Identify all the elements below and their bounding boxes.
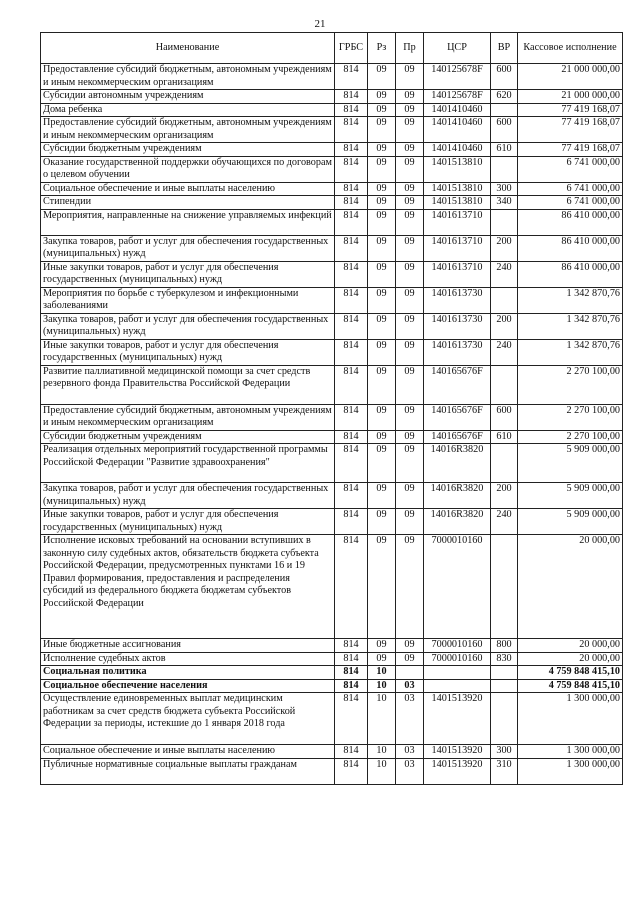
cell-grbs: 814	[335, 693, 368, 745]
cell-amount: 20 000,00	[518, 639, 623, 653]
cell-csr: 1401613710	[424, 235, 491, 261]
cell-amount: 77 419 168,07	[518, 143, 623, 157]
cell-name: Мероприятия по борьбе с туберкулезом и инфекционными заболеваниями	[41, 287, 335, 313]
cell-csr: 140165676F	[424, 430, 491, 444]
cell-vr	[491, 103, 518, 117]
cell-csr: 1401513920	[424, 758, 491, 784]
cell-name: Реализация отдельных мероприятий государственной программы Российской Федерации "Развитие здравоохранения"	[41, 444, 335, 483]
cell-vr: 240	[491, 261, 518, 287]
cell-name: Мероприятия, направленные на снижение управляемых инфекций	[41, 209, 335, 235]
cell-pr: 03	[396, 745, 424, 759]
cell-amount: 4 759 848 415,10	[518, 666, 623, 680]
cell-rz: 09	[368, 639, 396, 653]
cell-csr: 1401513920	[424, 745, 491, 759]
table-row	[41, 313, 623, 339]
cell-name: Стипендии	[41, 196, 335, 210]
cell-pr: 09	[396, 444, 424, 483]
cell-amount: 1 300 000,00	[518, 693, 623, 745]
cell-grbs: 814	[335, 745, 368, 759]
cell-csr: 1401513810	[424, 156, 491, 182]
cell-rz: 10	[368, 693, 396, 745]
cell-pr: 09	[396, 535, 424, 639]
cell-amount: 6 741 000,00	[518, 196, 623, 210]
cell-grbs: 814	[335, 652, 368, 666]
cell-vr: 300	[491, 182, 518, 196]
header-grbs: ГРБС	[335, 33, 368, 64]
cell-name: Исполнение исковых требований на основании вступивших в законную силу судебных актов, обязательств бюджета субъекта Российской Федерации, предусмотренных пунктами 16 и 19 Правил формирования, предоставления и распределения субсидий из федерального бюджета бюджетам субъектов Российской Федерации	[41, 535, 335, 639]
cell-name: Социальное обеспечение и иные выплаты населению	[41, 745, 335, 759]
cell-name: Развитие паллиативной медицинской помощи за счет средств резервного фонда Правительства Российской Федерации	[41, 365, 335, 404]
table-row	[41, 693, 623, 745]
header-name: Наименование	[41, 33, 335, 64]
table-row	[41, 103, 623, 117]
cell-amount: 1 342 870,76	[518, 313, 623, 339]
cell-csr	[424, 666, 491, 680]
cell-pr: 09	[396, 196, 424, 210]
cell-vr: 620	[491, 90, 518, 104]
cell-rz: 10	[368, 745, 396, 759]
cell-grbs: 814	[335, 430, 368, 444]
cell-name: Предоставление субсидий бюджетным, автономным учреждениям и иным некоммерческим организациям	[41, 64, 335, 90]
table-row	[41, 143, 623, 157]
cell-name: Дома ребенка	[41, 103, 335, 117]
cell-csr: 14016R3820	[424, 444, 491, 483]
cell-amount: 6 741 000,00	[518, 156, 623, 182]
cell-vr	[491, 666, 518, 680]
cell-grbs: 814	[335, 64, 368, 90]
cell-name: Предоставление субсидий бюджетным, автономным учреждениям и иным некоммерческим организациям	[41, 117, 335, 143]
cell-csr	[424, 679, 491, 693]
cell-grbs: 814	[335, 535, 368, 639]
cell-pr: 09	[396, 103, 424, 117]
cell-amount: 86 410 000,00	[518, 209, 623, 235]
header-amount: Кассовое исполнение	[518, 33, 623, 64]
cell-csr: 14016R3820	[424, 483, 491, 509]
cell-csr: 1401410460	[424, 117, 491, 143]
cell-rz: 09	[368, 339, 396, 365]
cell-csr: 1401410460	[424, 103, 491, 117]
cell-grbs: 814	[335, 156, 368, 182]
cell-rz: 09	[368, 444, 396, 483]
cell-grbs: 814	[335, 143, 368, 157]
cell-amount: 6 741 000,00	[518, 182, 623, 196]
cell-grbs: 814	[335, 404, 368, 430]
cell-pr: 09	[396, 143, 424, 157]
table-row	[41, 156, 623, 182]
table-row	[41, 209, 623, 235]
cell-pr: 09	[396, 209, 424, 235]
header-csr: ЦСР	[424, 33, 491, 64]
cell-name: Иные закупки товаров, работ и услуг для обеспечения государственных (муниципальных) нужд	[41, 339, 335, 365]
table-row	[41, 64, 623, 90]
cell-vr	[491, 365, 518, 404]
cell-csr: 1401613730	[424, 313, 491, 339]
cell-pr: 09	[396, 639, 424, 653]
cell-amount: 86 410 000,00	[518, 235, 623, 261]
cell-rz: 10	[368, 758, 396, 784]
cell-rz: 10	[368, 666, 396, 680]
cell-name: Закупка товаров, работ и услуг для обеспечения государственных (муниципальных) нужд	[41, 235, 335, 261]
table-row	[41, 652, 623, 666]
cell-amount: 20 000,00	[518, 652, 623, 666]
cell-rz: 09	[368, 235, 396, 261]
cell-grbs: 814	[335, 666, 368, 680]
cell-amount: 20 000,00	[518, 535, 623, 639]
table-row	[41, 261, 623, 287]
cell-rz: 09	[368, 143, 396, 157]
cell-grbs: 814	[335, 758, 368, 784]
cell-grbs: 814	[335, 287, 368, 313]
cell-pr: 09	[396, 90, 424, 104]
cell-name: Субсидии автономным учреждениям	[41, 90, 335, 104]
table-row	[41, 196, 623, 210]
header-pr: Пр	[396, 33, 424, 64]
cell-vr: 830	[491, 652, 518, 666]
cell-vr: 610	[491, 143, 518, 157]
cell-vr: 340	[491, 196, 518, 210]
cell-amount: 5 909 000,00	[518, 483, 623, 509]
cell-rz: 09	[368, 117, 396, 143]
cell-vr	[491, 156, 518, 182]
cell-vr: 610	[491, 430, 518, 444]
table-row	[41, 287, 623, 313]
cell-name: Социальное обеспечение и иные выплаты населению	[41, 182, 335, 196]
cell-pr: 09	[396, 339, 424, 365]
cell-vr: 600	[491, 64, 518, 90]
cell-vr: 300	[491, 745, 518, 759]
cell-grbs: 814	[335, 679, 368, 693]
cell-grbs: 814	[335, 117, 368, 143]
table-row	[41, 404, 623, 430]
cell-pr: 09	[396, 182, 424, 196]
cell-grbs: 814	[335, 103, 368, 117]
cell-pr: 09	[396, 117, 424, 143]
cell-vr	[491, 287, 518, 313]
cell-rz: 09	[368, 430, 396, 444]
cell-name: Иные бюджетные ассигнования	[41, 639, 335, 653]
cell-pr: 09	[396, 509, 424, 535]
cell-name: Осуществление единовременных выплат медицинским работникам за счет средств бюджета субъекта Российской Федерации за периоды, истекшие до 1 января 2018 года	[41, 693, 335, 745]
cell-csr: 140125678F	[424, 64, 491, 90]
cell-amount: 2 270 100,00	[518, 404, 623, 430]
table-row	[41, 483, 623, 509]
table-row	[41, 679, 623, 693]
cell-pr: 03	[396, 693, 424, 745]
cell-rz: 10	[368, 679, 396, 693]
cell-rz: 09	[368, 182, 396, 196]
cell-name: Публичные нормативные социальные выплаты гражданам	[41, 758, 335, 784]
cell-pr	[396, 666, 424, 680]
cell-pr: 03	[396, 679, 424, 693]
cell-amount: 4 759 848 415,10	[518, 679, 623, 693]
table-row	[41, 639, 623, 653]
cell-rz: 09	[368, 365, 396, 404]
cell-amount: 2 270 100,00	[518, 365, 623, 404]
cell-vr: 200	[491, 313, 518, 339]
cell-csr: 7000010160	[424, 639, 491, 653]
cell-pr: 09	[396, 365, 424, 404]
cell-csr: 1401613730	[424, 339, 491, 365]
cell-amount: 1 342 870,76	[518, 339, 623, 365]
cell-name: Иные закупки товаров, работ и услуг для обеспечения государственных (муниципальных) нужд	[41, 261, 335, 287]
cell-pr: 09	[396, 652, 424, 666]
table-row	[41, 666, 623, 680]
cell-vr: 240	[491, 339, 518, 365]
cell-csr: 140165676F	[424, 365, 491, 404]
table-row	[41, 339, 623, 365]
cell-vr	[491, 209, 518, 235]
cell-amount: 77 419 168,07	[518, 103, 623, 117]
cell-grbs: 814	[335, 261, 368, 287]
table-row	[41, 182, 623, 196]
header-rz: Рз	[368, 33, 396, 64]
cell-amount: 21 000 000,00	[518, 64, 623, 90]
cell-amount: 86 410 000,00	[518, 261, 623, 287]
cell-grbs: 814	[335, 365, 368, 404]
cell-rz: 09	[368, 196, 396, 210]
cell-name: Закупка товаров, работ и услуг для обеспечения государственных (муниципальных) нужд	[41, 483, 335, 509]
cell-amount: 5 909 000,00	[518, 509, 623, 535]
cell-rz: 09	[368, 483, 396, 509]
cell-grbs: 814	[335, 483, 368, 509]
cell-grbs: 814	[335, 209, 368, 235]
cell-rz: 09	[368, 156, 396, 182]
table-row	[41, 745, 623, 759]
cell-pr: 09	[396, 404, 424, 430]
cell-amount: 77 419 168,07	[518, 117, 623, 143]
table-row	[41, 430, 623, 444]
cell-rz: 09	[368, 535, 396, 639]
cell-pr: 09	[396, 483, 424, 509]
cell-csr: 1401613710	[424, 261, 491, 287]
cell-rz: 09	[368, 103, 396, 117]
table-row	[41, 444, 623, 483]
cell-csr: 1401410460	[424, 143, 491, 157]
cell-rz: 09	[368, 287, 396, 313]
cell-amount: 2 270 100,00	[518, 430, 623, 444]
cell-name: Субсидии бюджетным учреждениям	[41, 143, 335, 157]
cell-amount: 1 342 870,76	[518, 287, 623, 313]
cell-pr: 09	[396, 261, 424, 287]
cell-grbs: 814	[335, 509, 368, 535]
cell-pr: 09	[396, 287, 424, 313]
cell-grbs: 814	[335, 313, 368, 339]
cell-vr	[491, 444, 518, 483]
cell-grbs: 814	[335, 196, 368, 210]
cell-amount: 1 300 000,00	[518, 745, 623, 759]
table-row	[41, 117, 623, 143]
cell-name: Предоставление субсидий бюджетным, автономным учреждениям и иным некоммерческим организациям	[41, 404, 335, 430]
cell-pr: 09	[396, 235, 424, 261]
cell-amount: 1 300 000,00	[518, 758, 623, 784]
cell-vr: 310	[491, 758, 518, 784]
cell-csr: 140165676F	[424, 404, 491, 430]
cell-csr: 1401513920	[424, 693, 491, 745]
cell-csr: 1401613710	[424, 209, 491, 235]
cell-rz: 09	[368, 404, 396, 430]
cell-grbs: 814	[335, 235, 368, 261]
cell-rz: 09	[368, 90, 396, 104]
cell-rz: 09	[368, 64, 396, 90]
cell-amount: 21 000 000,00	[518, 90, 623, 104]
cell-vr	[491, 535, 518, 639]
table-row	[41, 535, 623, 639]
table-row	[41, 90, 623, 104]
cell-grbs: 814	[335, 182, 368, 196]
cell-vr: 200	[491, 483, 518, 509]
cell-name: Закупка товаров, работ и услуг для обеспечения государственных (муниципальных) нужд	[41, 313, 335, 339]
cell-amount: 5 909 000,00	[518, 444, 623, 483]
cell-grbs: 814	[335, 90, 368, 104]
table-header-row	[41, 33, 623, 64]
cell-name: Иные закупки товаров, работ и услуг для обеспечения государственных (муниципальных) нужд	[41, 509, 335, 535]
cell-rz: 09	[368, 209, 396, 235]
table-row	[41, 758, 623, 784]
cell-pr: 09	[396, 64, 424, 90]
cell-rz: 09	[368, 509, 396, 535]
cell-csr: 140125678F	[424, 90, 491, 104]
page-number: 21	[314, 18, 326, 30]
cell-grbs: 814	[335, 444, 368, 483]
cell-vr	[491, 693, 518, 745]
cell-pr: 03	[396, 758, 424, 784]
table-row	[41, 365, 623, 404]
cell-name: Социальная политика	[41, 666, 335, 680]
cell-csr: 14016R3820	[424, 509, 491, 535]
cell-csr: 7000010160	[424, 652, 491, 666]
cell-name: Субсидии бюджетным учреждениям	[41, 430, 335, 444]
header-vr: ВР	[491, 33, 518, 64]
cell-csr: 1401513810	[424, 196, 491, 210]
cell-vr	[491, 679, 518, 693]
table-row	[41, 509, 623, 535]
cell-name: Исполнение судебных актов	[41, 652, 335, 666]
cell-csr: 7000010160	[424, 535, 491, 639]
cell-pr: 09	[396, 156, 424, 182]
cell-pr: 09	[396, 313, 424, 339]
cell-csr: 1401513810	[424, 182, 491, 196]
cell-rz: 09	[368, 261, 396, 287]
cell-vr: 240	[491, 509, 518, 535]
cell-vr: 600	[491, 117, 518, 143]
cell-rz: 09	[368, 313, 396, 339]
cell-name: Социальное обеспечение населения	[41, 679, 335, 693]
cell-grbs: 814	[335, 339, 368, 365]
cell-vr: 200	[491, 235, 518, 261]
cell-grbs: 814	[335, 639, 368, 653]
cell-csr: 1401613730	[424, 287, 491, 313]
cell-name: Оказание государственной поддержки обучающихся по договорам о целевом обучении	[41, 156, 335, 182]
cell-pr: 09	[396, 430, 424, 444]
cell-vr: 800	[491, 639, 518, 653]
cell-vr: 600	[491, 404, 518, 430]
budget-table	[40, 32, 623, 785]
cell-rz: 09	[368, 652, 396, 666]
table-row	[41, 235, 623, 261]
